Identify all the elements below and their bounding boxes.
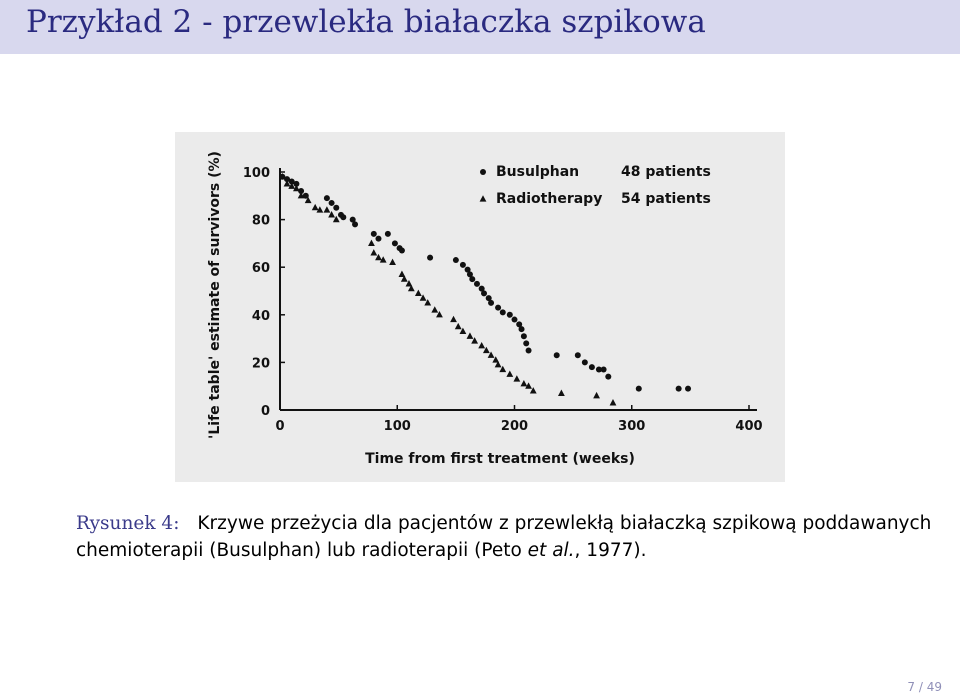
busulphan-point [375, 236, 381, 242]
y-tick-label: 20 [251, 356, 270, 372]
busulphan-point [519, 326, 525, 332]
radiotherapy-point [506, 371, 513, 377]
x-tick-label: 0 [275, 419, 285, 434]
busulphan-point [333, 205, 339, 211]
busulphan-point [329, 200, 335, 206]
busulphan-point [582, 359, 588, 365]
busulphan-point [500, 309, 506, 315]
busulphan-point [495, 305, 501, 311]
radiotherapy-point [312, 204, 319, 210]
busulphan-point [507, 312, 513, 318]
y-tick-label: 100 [242, 166, 270, 181]
radiotherapy-point [368, 240, 375, 246]
radiotherapy-point [593, 392, 600, 398]
x-axis-label: Time from first treatment (weeks) [365, 451, 635, 467]
radiotherapy-point [513, 375, 520, 381]
legend-radiotherapy-marker [480, 195, 487, 201]
busulphan-point [521, 333, 527, 339]
busulphan-point [605, 374, 611, 380]
radiotherapy-point [415, 290, 422, 296]
busulphan-point [399, 248, 405, 254]
busulphan-point [392, 240, 398, 246]
busulphan-point [474, 281, 480, 287]
busulphan-point [512, 317, 518, 323]
radiotherapy-point [478, 342, 485, 348]
busulphan-point [469, 276, 475, 282]
y-tick-label: 60 [251, 261, 270, 277]
radiotherapy-point [467, 332, 474, 338]
busulphan-point [636, 386, 642, 392]
survival-chart [175, 132, 785, 482]
slide-title-bar [0, 0, 960, 54]
x-tick-label: 100 [383, 419, 411, 434]
busulphan-point [589, 364, 595, 370]
y-tick-label: 40 [251, 308, 270, 324]
busulphan-point [554, 352, 560, 358]
busulphan-point [488, 300, 494, 306]
x-tick-label: 300 [618, 419, 646, 434]
busulphan-point [427, 255, 433, 261]
busulphan-point [340, 214, 346, 220]
legend-busulphan-marker [480, 169, 486, 175]
busulphan-point [352, 221, 358, 227]
radiotherapy-point [450, 316, 457, 322]
busulphan-point [676, 386, 682, 392]
legend-series-name: Busulphan [496, 164, 580, 180]
radiotherapy-point [370, 249, 377, 255]
busulphan-point [526, 348, 532, 354]
legend-series-name: Radiotherapy [496, 191, 603, 207]
figure-caption [76, 510, 936, 564]
legend-series-count: 48 patients [621, 164, 711, 180]
busulphan-point [385, 231, 391, 237]
busulphan-point [481, 290, 487, 296]
radiotherapy-point [610, 399, 617, 405]
caption-text: Krzywe przeżycia dla pacjentów z przewlekłą białaczką szpikową poddawanych chemioterapii (Busulphan) lub radioterapii (Peto [76, 513, 932, 561]
caption-italic: et al. [527, 540, 575, 561]
busulphan-point [371, 231, 377, 237]
radiotherapy-point [389, 259, 396, 265]
busulphan-point [523, 340, 529, 346]
busulphan-point [601, 367, 607, 373]
busulphan-point [685, 386, 691, 392]
busulphan-point [324, 195, 330, 201]
radiotherapy-point [520, 380, 527, 386]
radiotherapy-point [324, 206, 331, 212]
y-axis-label: 'Life table' estimate of survivors (%) [207, 151, 223, 439]
y-tick-label: 0 [260, 404, 270, 419]
slide-title: Przykład 2 - przewlekła białaczka szpikowa [26, 4, 706, 40]
x-tick-label: 400 [735, 419, 763, 434]
page-number: 7 / 49 [907, 680, 942, 694]
radiotherapy-point [431, 306, 438, 312]
radiotherapy-point [455, 323, 462, 329]
caption-text-end: , 1977). [574, 540, 647, 561]
busulphan-point [575, 352, 581, 358]
busulphan-point [453, 257, 459, 263]
radiotherapy-point [558, 390, 565, 396]
legend-series-count: 54 patients [621, 191, 711, 207]
y-tick-label: 80 [251, 213, 270, 229]
caption-label: Rysunek 4: [76, 513, 180, 534]
busulphan-point [460, 262, 466, 268]
x-tick-label: 200 [500, 419, 529, 434]
survival-figure [175, 132, 785, 482]
